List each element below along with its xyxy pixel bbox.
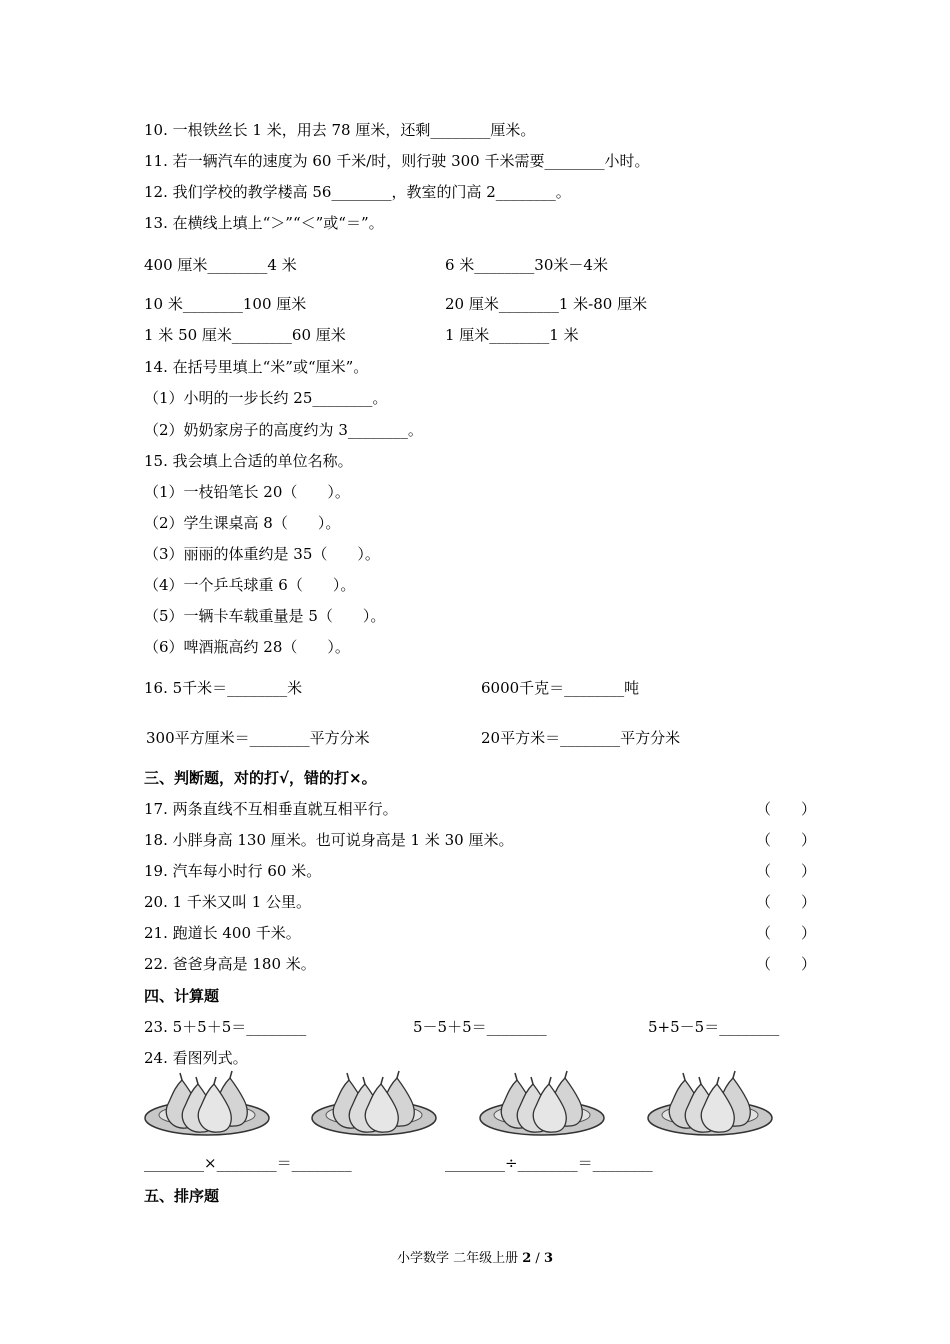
q16-item-1: 16. 5千米＝________米	[144, 679, 303, 697]
question-10: 10. 一根铁丝长 1 米，用去 78 厘米，还剩________厘米。	[144, 121, 536, 139]
judge-item-20: 20. 1 千米又叫 1 公里。	[144, 893, 312, 911]
section-4-title: 四、计算题	[144, 987, 220, 1005]
page-footer	[0, 1247, 950, 1266]
q16-item-4: 20平方米＝________平方分米	[481, 729, 681, 747]
answer-paren[interactable]: （ ）	[756, 800, 817, 818]
judge-item-17: 17. 两条直线不互相垂直就互相平行。	[144, 800, 398, 818]
q13-item-3: 10 米________100 厘米	[144, 295, 307, 313]
q13-item-2: 6 米________30米－4米	[445, 256, 608, 274]
q23-item-3: 5+5－5＝________	[648, 1018, 780, 1036]
formula-divide: ________÷________＝________	[445, 1154, 653, 1172]
footer-sep: /	[531, 1251, 544, 1266]
pear-plate-icon	[477, 1070, 607, 1140]
q16-item-3: 300平方厘米＝________平方分米	[146, 729, 370, 747]
q23-item-2: 5－5＋5＝________	[413, 1018, 547, 1036]
question-13: 13. 在横线上填上“＞”“＜”或“＝”。	[144, 214, 384, 232]
section-3-title: 三、判断题，对的打√，错的打×。	[144, 769, 377, 787]
q15-item-4: （4）一个乒乓球重 6（ ）。	[144, 576, 356, 594]
answer-paren[interactable]: （ ）	[756, 831, 817, 849]
q15-item-3: （3）丽丽的体重约是 35（ ）。	[144, 545, 380, 563]
q23-item-1: 23. 5＋5＋5＝________	[144, 1018, 307, 1036]
answer-paren[interactable]: （ ）	[756, 924, 817, 942]
q14-item-2: （2）奶奶家房子的高度约为 3________。	[144, 421, 423, 439]
question-15: 15. 我会填上合适的单位名称。	[144, 452, 353, 470]
question-24: 24. 看图列式。	[144, 1049, 248, 1067]
answer-paren[interactable]: （ ）	[756, 955, 817, 973]
q13-item-6: 1 厘米________1 米	[445, 326, 579, 344]
footer-total: 3	[543, 1251, 553, 1266]
pear-plate-icon	[645, 1070, 775, 1140]
q15-item-5: （5）一辆卡车载重量是 5（ ）。	[144, 607, 386, 625]
question-11: 11. 若一辆汽车的速度为 60 千米/时，则行驶 300 千米需要________小时。	[144, 152, 650, 170]
footer-page: 2	[522, 1251, 532, 1266]
section-5-title: 五、排序题	[144, 1187, 220, 1205]
judge-item-19: 19. 汽车每小时行 60 米。	[144, 862, 322, 880]
q13-item-1: 400 厘米________4 米	[144, 256, 297, 274]
footer-subject: 小学数学 二年级上册	[396, 1251, 523, 1266]
judge-item-18: 18. 小胖身高 130 厘米。也可说身高是 1 米 30 厘米。	[144, 831, 514, 849]
q15-item-6: （6）啤酒瓶高约 28（ ）。	[144, 638, 350, 656]
formula-multiply: ________×________＝________	[144, 1154, 352, 1172]
question-14: 14. 在括号里填上“米”或“厘米”。	[144, 358, 369, 376]
judge-item-22: 22. 爸爸身高是 180 米。	[144, 955, 316, 973]
pear-plate-icon	[309, 1070, 439, 1140]
q14-item-1: （1）小明的一步长约 25________。	[144, 389, 388, 407]
q16-item-2: 6000千克＝________吨	[481, 679, 640, 697]
question-12: 12. 我们学校的教学楼高 56________，教室的门高 2________。	[144, 183, 571, 201]
q13-item-4: 20 厘米________1 米-80 厘米	[445, 295, 648, 313]
q13-item-5: 1 米 50 厘米________60 厘米	[144, 326, 346, 344]
judge-item-21: 21. 跑道长 400 千米。	[144, 924, 301, 942]
q15-item-1: （1）一枝铅笔长 20（ ）。	[144, 483, 350, 501]
pear-plate-icon	[142, 1070, 272, 1140]
q15-item-2: （2）学生课桌高 8（ ）。	[144, 514, 341, 532]
answer-paren[interactable]: （ ）	[756, 893, 817, 911]
answer-paren[interactable]: （ ）	[756, 862, 817, 880]
